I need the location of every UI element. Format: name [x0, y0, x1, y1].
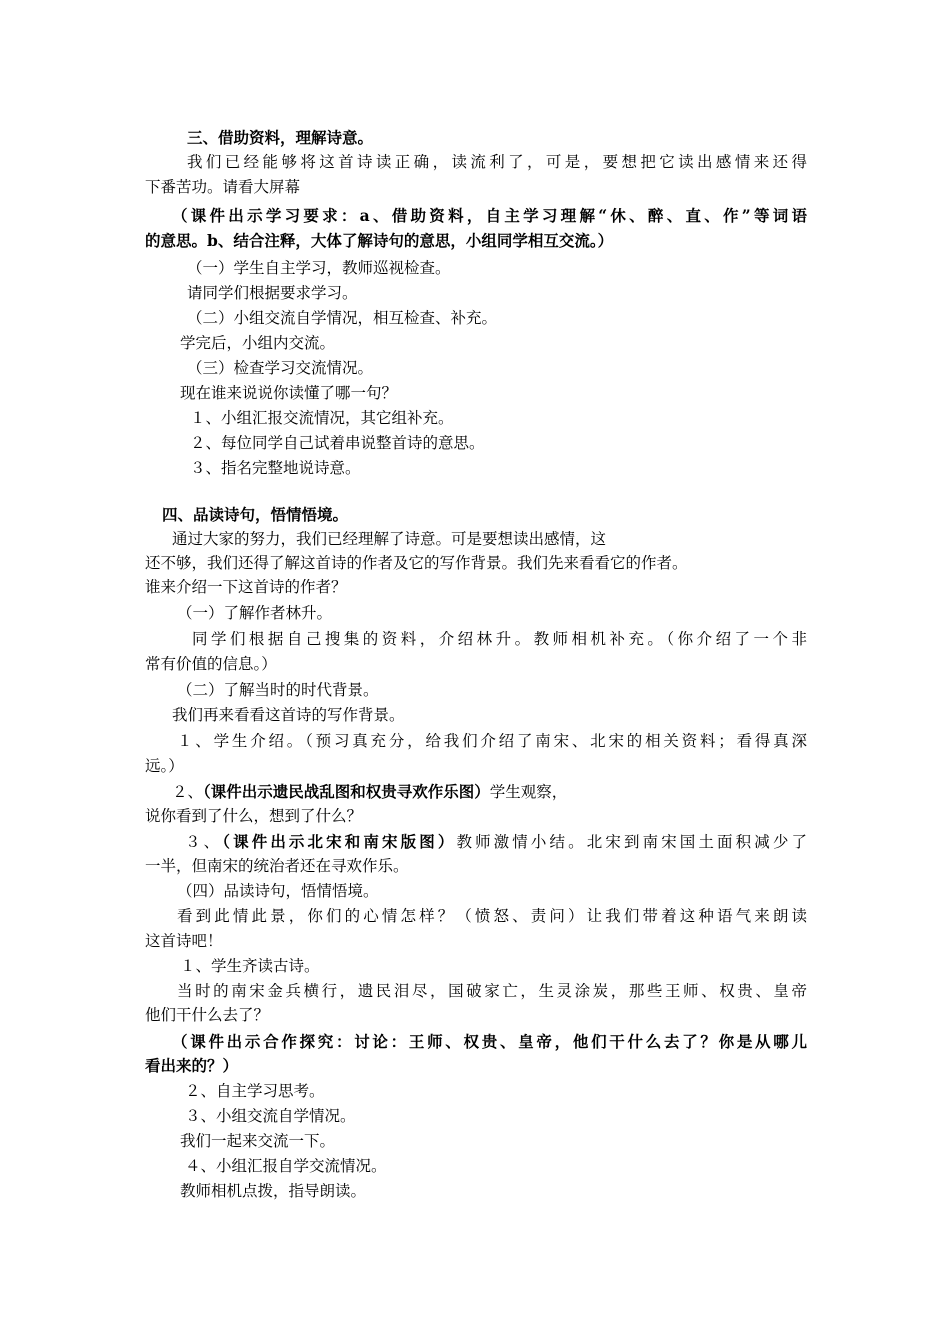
- list-item: [172, 779, 837, 804]
- step-heading: （一）学生自主学习，教师巡视检查。: [187, 259, 451, 277]
- step-text: 现在谁来说说你读懂了哪一句？: [180, 384, 398, 402]
- step-text: 当时的南宋金兵横行，遗民泪尽，国破家亡，生灵涂炭，那些王师、权贵、皇帝: [177, 982, 807, 1000]
- step-heading: （三）检查学习交流情况。: [187, 359, 374, 377]
- step-text: 我们再来看看这首诗的写作背景。: [172, 706, 405, 724]
- courseware-requirement: 的意思。b、结合注释，大体了解诗句的意思，小组同学相互交流。）: [145, 231, 614, 250]
- step-text: 常有价值的信息。）: [145, 655, 277, 673]
- list-item: ３、小组交流自学情况。: [185, 1107, 356, 1125]
- step-text: 同学们根据自己搜集的资料，介绍林升。教师相机补充。（你介绍了一个非: [192, 630, 807, 648]
- courseware-requirement: （课件出示学习要求：a、借助资料，自主学习理解“休、醉、直、作”等词语: [172, 206, 807, 225]
- paragraph-line: 我们已经能够将这首诗读正确，读流利了，可是，要想把它读出感情来还得: [187, 153, 807, 171]
- step-text: 这首诗吧！: [145, 932, 223, 950]
- paragraph-line: 还不够，我们还得了解这首诗的作者及它的写作背景。我们先来看看它的作者。: [145, 554, 688, 572]
- list-item: １、小组汇报交流情况，其它组补充。: [190, 409, 454, 427]
- step-text: 我们一起来交流一下。: [180, 1132, 336, 1150]
- step-heading: （四）品读诗句，悟情悟境。: [177, 882, 379, 900]
- courseware-note: （课件出示遗民战乱图和权贵寻欢作乐图）: [203, 782, 490, 801]
- item-number: ２、: [172, 783, 204, 801]
- courseware-exploration: （课件出示合作探究：讨论：王师、权贵、皇帝，他们干什么去了？你是从哪儿: [172, 1032, 807, 1051]
- courseware-note: （课件出示北宋和南宋版图）: [222, 832, 457, 851]
- step-text: 教师相机点拨，指导朗读。: [180, 1182, 367, 1200]
- item-text: 学生观察，: [489, 783, 568, 801]
- paragraph-line: 通过大家的努力，我们已经理解了诗意。可是要想读出感情，这: [172, 530, 607, 548]
- section-3-heading: 三、借助资料，理解诗意。: [187, 128, 374, 147]
- step-text: 看到此情此景，你们的心情怎样？（愤怒、责问）让我们带着这种语气来朗读: [177, 907, 807, 925]
- step-heading: （一）了解作者林升。: [177, 604, 333, 622]
- list-item: ２、每位同学自己试着串说整首诗的意思。: [190, 434, 485, 452]
- list-item: 远。）: [145, 757, 184, 775]
- step-heading: （二）了解当时的时代背景。: [177, 681, 379, 699]
- step-text: 他们干什么去了？: [145, 1006, 270, 1024]
- list-item: １、学生齐读古诗。: [180, 957, 320, 975]
- step-heading: （二）小组交流自学情况，相互检查、补充。: [187, 309, 498, 327]
- paragraph-line: 谁来介绍一下这首诗的作者？: [145, 578, 347, 596]
- list-item: [185, 829, 807, 854]
- list-item: 说你看到了什么，想到了什么？: [145, 807, 363, 825]
- list-item: １、学生介绍。（预习真充分，给我们介绍了南宋、北宋的相关资料；看得真深: [177, 732, 807, 750]
- list-item: ３、指名完整地说诗意。: [190, 459, 361, 477]
- step-text: 学完后，小组内交流。: [180, 334, 336, 352]
- list-item: 一半，但南宋的统治者还在寻欢作乐。: [145, 857, 409, 875]
- courseware-exploration: 看出来的？）: [145, 1056, 239, 1075]
- step-text: 请同学们根据要求学习。: [187, 284, 358, 302]
- item-number: ３、: [185, 833, 223, 851]
- list-item: ２、自主学习思考。: [185, 1082, 325, 1100]
- item-text: 教师激情小结。北宋到南宋国土面积减少了: [456, 833, 807, 851]
- paragraph-line: 下番苦功。请看大屏幕: [145, 178, 301, 196]
- list-item: ４、小组汇报自学交流情况。: [185, 1157, 387, 1175]
- section-4-heading: 四、品读诗句，悟情悟境。: [162, 505, 349, 524]
